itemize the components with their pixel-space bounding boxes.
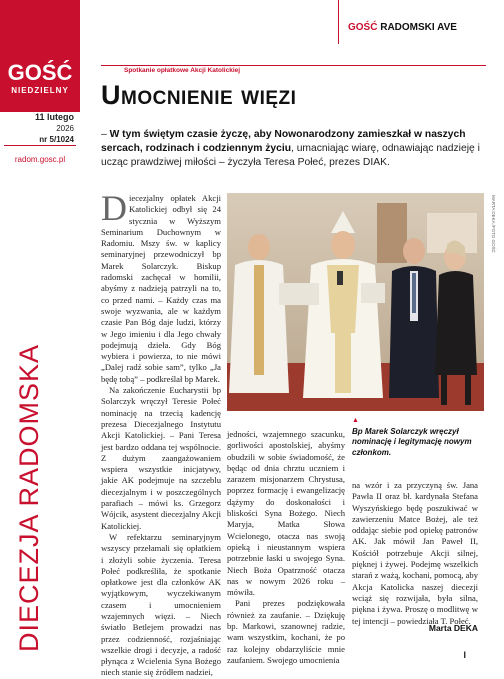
paragraph-1: [101, 188, 221, 385]
article-headline: Umocnienie więzi: [101, 80, 297, 110]
drop-cap: D: [101, 188, 127, 228]
paragraph-2: Na zakończenie Eucharystii bp Solarczyk wręczył Teresie Połeć nominację na trzecią kadencję prezesa Diecezjalnego Instytutu Akcji Katolickiej. – Pani Teresa jest bardzo oddana tej wspólnocie. Z dużym zaangażowaniem wspiera wszystkie inicjatywy, jakie AK podejmuje na szczeblu diecezjalnym i w poszczególnych parafiach – mówi ks. Grzegorz Wójcik, asystent diecezjalny Akcji Katolickiej.: [101, 385, 221, 531]
photo-illustration: [227, 193, 484, 411]
logo-subtitle: NIEDZIELNY: [11, 86, 69, 95]
sidebar-divider: [4, 145, 76, 146]
lead-dash: –: [101, 129, 110, 140]
paragraph-1-text: iecezjalny opłatek Akcji Katolickiej odbył się 24 stycznia w Wyższym Seminarium Duchownym w Radomiu. Mszy św. w kaplicy seminaryjnej przewodniczył bp Marek Solarczyk. Biskup radomski zachęcał w homilii, abyśmy z nadzieją patrzyli na to, co przed nami. – Każdy czas ma swoje wyzwania, ale w każdym czasie Pan Bóg daje ludzi, którzy w Jego imieniu i dla Jego chwały podejmują dzieła. Gdy Bóg wybiera i powierza, to nie mówi „Dalej radź sobie sam”, tylko „Ja będę tobą” – podkreślał bp Marek.: [101, 193, 221, 384]
photo-credit: MARTA DEKA /FOTO GOŚĆ: [491, 195, 496, 253]
lead-rest: , umacniając wiarę, odnawiając nadzieję i ucząc prawdziwej miłości – życzyła Teresa Połeć, prezes DIAK.: [101, 143, 480, 168]
caption-marker: ▲: [352, 417, 359, 424]
issue-year: 2026: [56, 124, 74, 133]
event-photo: [227, 193, 484, 411]
article-column-2: [227, 429, 345, 666]
paragraph-3: W refektarzu seminaryjnym wszyscy przełamali się opłatkiem i złożyli sobie życzenia. Teresa Połeć podkreśliła, że spotkanie opłatkowe jest dla członków AK wyjątkowym, wyczekiwanym czasem i umocnieniem wzajemnych więzi. – Niech światło Betlejem prowadzi nas przez codzienność, rozjaśniając wszelkie drogi i decyzje, a radość płynąca z Wcielenia Syna Bożego niech stanie się źródłem nadziei,: [101, 531, 221, 678]
paragraph-6: na wzór i za przyczyną św. Jana Pawła II oraz bł. kardynała Stefana Wyszyńskiego będę poszukiwać w zawierzeniu Matce Bożej, ale też oddając siebie pod opiekę patronów AK. Jak mówił Jan Paweł II, Kościół potrzebuje Akcji silnej, pięknej i żywej. Podejmę wszelkich starań z ważą, kochani, pomocą, aby Akcja Katolicka naszej diecezji wciąż się rozwijała, była silna, piękna i żywa. Proszę o modlitwę w tej intencji – powiedziała T. Połeć.: [352, 480, 478, 626]
logo-band: [0, 0, 80, 112]
photo-caption: [352, 415, 482, 458]
header-brand-suffix: RADOMSKI AVE: [380, 22, 457, 33]
lead-bold: W tym świętym czasie życzę, aby Nowonarodzony zamieszkał w naszych sercach, rodzinach i codziennym życiu: [101, 129, 466, 154]
article-column-1: [101, 188, 221, 679]
sidebar: [0, 0, 80, 670]
author-signature: Marta DEKA: [428, 623, 478, 633]
page-number: I: [463, 650, 466, 660]
header-brand: [348, 22, 457, 33]
issue-number: nr 5/1024: [39, 135, 74, 144]
website-url: radom.gosc.pl: [14, 155, 66, 164]
paragraph-4: jedności, wzajemnego szacunku, gorliwości apostolskiej, abyśmy obudzili w sobie świadomość, że będąc od dnia chrztu uczniem i zarazem misjonarzem Chrystusa, poprzez formację i ewangelizację dążymy do doskonałości i bliskości Syna Bożego. Niech Maryja, Matka Słowa Wcielonego, otacza nas swoją opieką i nieustannym wspiera potrzebnie łaski u swojego Syna. Niech Boża Opatrzność otacza nas w nowym 2026 roku – mówiła.: [227, 429, 345, 598]
caption-text: Bp Marek Solarczyk wręczył nominację i legitymację nowym członkom.: [352, 426, 472, 457]
paragraph-5: Pani prezes podziękowała również za zaufanie. – Dziękuję bp. Markowi, szanownej radzie, wam wszystkim, kochani, że po raz kolejny obdarzyliście mnie zaufaniem. Swojego umocnienia: [227, 598, 345, 665]
article-lead: [101, 128, 481, 170]
section-title-vertical: DIECEZJA RADOMSKA: [14, 343, 44, 652]
issue-date: 11 lutego: [34, 112, 74, 122]
kicker-rule: [101, 65, 486, 66]
issue-date-block: [0, 112, 74, 145]
article-kicker: Spotkanie opłatkowe Akcji Katolickiej: [124, 67, 241, 74]
article-column-3: [352, 480, 478, 627]
gosc-logo: GOŚĆ: [7, 60, 73, 85]
header-brand-prefix: GOŚĆ: [348, 22, 378, 33]
